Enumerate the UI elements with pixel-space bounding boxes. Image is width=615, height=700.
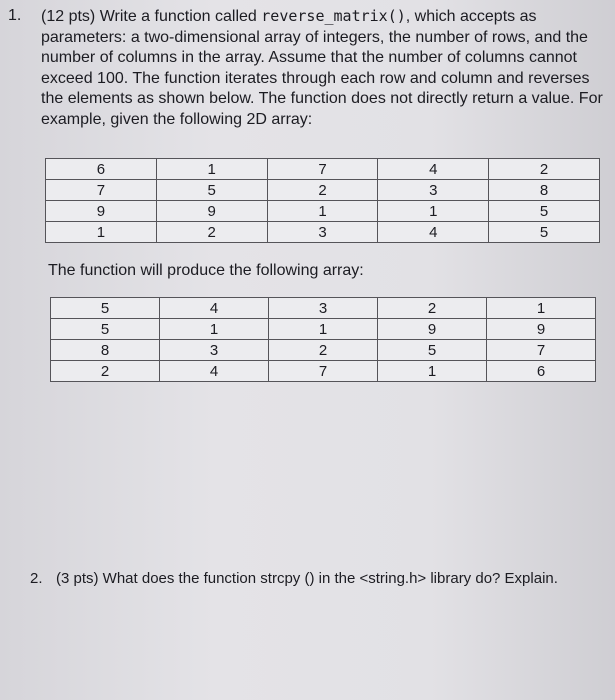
table-cell: 1: [156, 159, 267, 180]
table-row: [51, 298, 596, 319]
table-cell: 2: [378, 298, 487, 319]
table-cell: 1: [378, 361, 487, 382]
table-cell: 4: [160, 298, 269, 319]
table-cell: 8: [51, 340, 160, 361]
table-cell: 4: [160, 361, 269, 382]
output-array-table: [50, 297, 596, 382]
function-name-code: reverse_matrix(): [261, 7, 406, 25]
table-cell: 2: [489, 159, 600, 180]
table-cell: 1: [46, 222, 157, 243]
table-row: [51, 361, 596, 382]
question-2: [30, 569, 558, 589]
table-cell: 5: [51, 319, 160, 340]
table-cell: 1: [378, 201, 489, 222]
output-caption: The function will produce the following array:: [48, 262, 364, 279]
table-cell: 3: [269, 298, 378, 319]
table-cell: 4: [378, 159, 489, 180]
table-row: [46, 159, 600, 180]
input-array-table: [45, 158, 600, 243]
question-2-prompt: [56, 569, 558, 589]
table-cell: 7: [46, 180, 157, 201]
table-cell: 2: [267, 180, 378, 201]
table-cell: 5: [156, 180, 267, 201]
table-cell: 3: [378, 180, 489, 201]
table-row: [51, 319, 596, 340]
table-cell: 4: [378, 222, 489, 243]
table-cell: 1: [267, 201, 378, 222]
table-cell: 2: [51, 361, 160, 382]
question-1-prompt: [41, 6, 604, 130]
table-cell: 9: [46, 201, 157, 222]
table-cell: 7: [487, 340, 596, 361]
table-cell: 6: [487, 361, 596, 382]
question-1-text-b: , which accepts as parameters: a two-dimensional array of integers, the number of rows, and the number of columns in the array. Assume that the number of columns cannot exceed 100. The function iterates through each row and column and reverses the elements as shown below. The function does not directly return a value. For example, given the following 2D array:: [41, 8, 603, 128]
question-1-text-a: Write a function called: [95, 8, 262, 25]
table-cell: 3: [267, 222, 378, 243]
question-2-points: (3 pts): [56, 570, 99, 587]
table-cell: 1: [160, 319, 269, 340]
table-cell: 5: [51, 298, 160, 319]
table-cell: 7: [269, 361, 378, 382]
question-1-number: 1.: [8, 7, 22, 24]
table-row: [46, 201, 600, 222]
table-cell: 2: [269, 340, 378, 361]
table-cell: 8: [489, 180, 600, 201]
table-cell: 6: [46, 159, 157, 180]
table-cell: 5: [378, 340, 487, 361]
table-cell: 1: [487, 298, 596, 319]
table-cell: 2: [156, 222, 267, 243]
table-row: [46, 180, 600, 201]
table-cell: 9: [378, 319, 487, 340]
table-row: [46, 222, 600, 243]
question-2-number: 2.: [30, 570, 43, 587]
table-cell: 5: [489, 201, 600, 222]
table-cell: 9: [156, 201, 267, 222]
table-cell: 7: [267, 159, 378, 180]
table-row: [51, 340, 596, 361]
question-1-points: (12 pts): [41, 8, 96, 25]
question-2-text: What does the function strcpy () in the <string.h> library do? Explain.: [98, 570, 558, 587]
table-cell: 9: [487, 319, 596, 340]
table-cell: 5: [489, 222, 600, 243]
question-1: [8, 6, 604, 130]
table-cell: 3: [160, 340, 269, 361]
table-cell: 1: [269, 319, 378, 340]
